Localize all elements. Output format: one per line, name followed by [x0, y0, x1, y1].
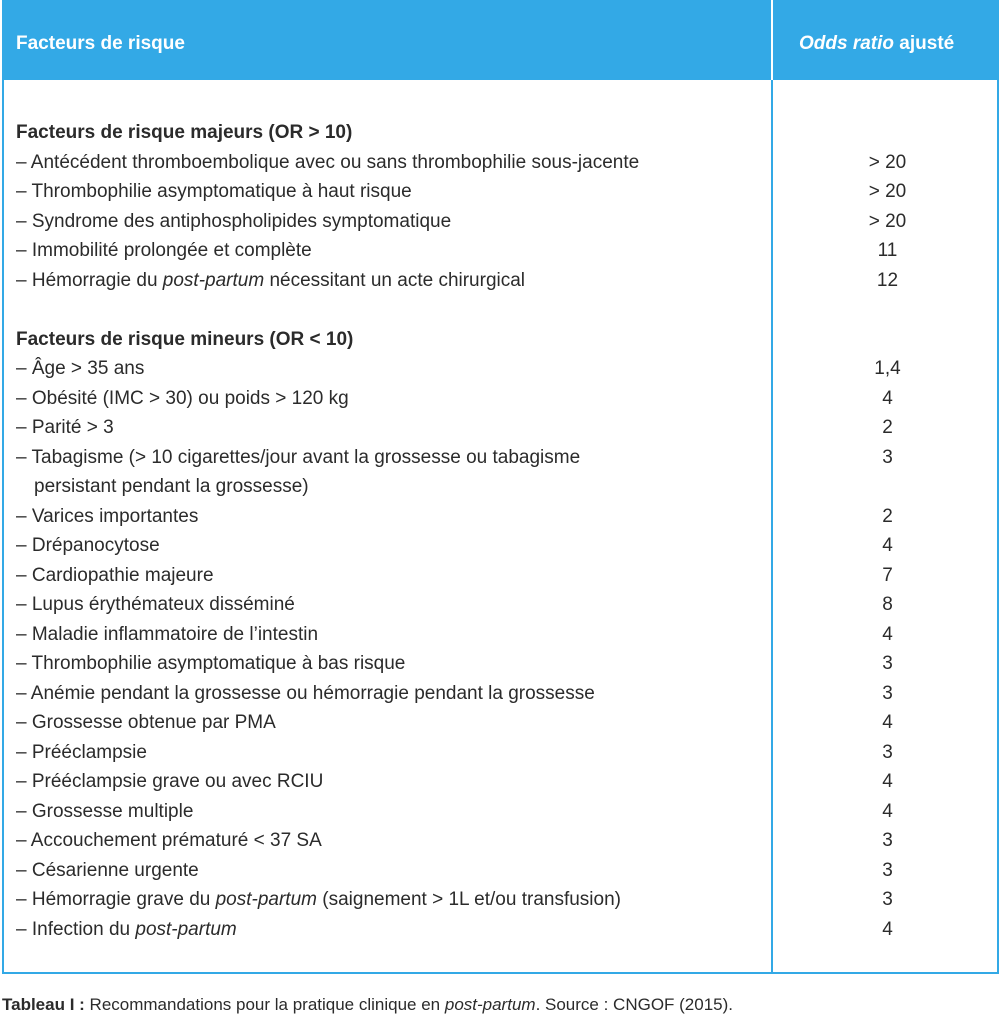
odds-ratio-value: 4: [882, 800, 893, 822]
table-row: [4, 649, 999, 679]
odds-ratio-value: 3: [882, 741, 893, 763]
odds-ratio-value: > 20: [868, 151, 907, 173]
header-odds-ratio: [799, 33, 954, 55]
odds-ratio-value: 4: [882, 623, 893, 645]
risk-factor-text: – Immobilité prolongée et complète: [16, 240, 312, 261]
risk-factor-label: [16, 266, 525, 296]
risk-factor-label: [16, 649, 405, 679]
risk-factor-text: – Thrombophilie asymptomatique à haut risque: [16, 181, 412, 202]
risk-factor-text: – Syndrome des antiphospholipides symptomatique: [16, 210, 452, 232]
table-row: [4, 472, 999, 502]
risk-factor-label: [16, 148, 639, 178]
section-heading: [4, 118, 999, 148]
risk-factor-label: [16, 856, 199, 886]
odds-ratio-value: 8: [882, 594, 893, 615]
risk-factor-label: [16, 797, 193, 827]
caption-italic: post-partum: [444, 995, 536, 1014]
risk-factor-label: [16, 915, 237, 945]
risk-factor-text: – Grossesse multiple: [16, 800, 194, 822]
table-row: [4, 738, 999, 768]
odds-ratio-value: 3: [882, 859, 893, 881]
risk-factor-text: – Parité > 3: [16, 417, 114, 438]
risk-factor-text: – Grossesse obtenue par PMA: [16, 712, 276, 733]
risk-factor-text: – Drépanocytose: [16, 535, 160, 556]
risk-factor-text: – Âge > 35 ans: [16, 358, 145, 379]
risk-factor-label: [16, 767, 323, 797]
risk-factor-text: – Varices importantes: [16, 505, 199, 527]
odds-ratio-value: 12: [876, 269, 899, 291]
table-row: [4, 826, 999, 856]
risk-factor-label: [16, 207, 451, 237]
table-row: [4, 679, 999, 709]
table-row: [4, 354, 999, 384]
table-row: [4, 384, 999, 414]
risk-factor-text: – Anémie pendant la grossesse ou hémorragie pendant la grossesse: [16, 682, 595, 704]
caption-label: Tableau I :: [2, 995, 85, 1014]
risk-factor-text: – Hémorragie grave du: [16, 889, 216, 910]
risk-factor-text: – Prééclampsie: [16, 741, 147, 763]
risk-factor-text: – Tabagisme (> 10 cigarettes/jour avant la grossesse ou tabagisme: [16, 446, 581, 468]
caption-text: Recommandations pour la pratique clinique en: [84, 995, 445, 1014]
risk-factor-text: – Maladie inflammatoire de l’intestin: [16, 623, 319, 645]
risk-factor-label: [16, 590, 295, 620]
table-row: [4, 620, 999, 650]
odds-ratio-value: > 20: [868, 210, 907, 232]
odds-ratio-value: 2: [882, 505, 893, 527]
header-risk-factors: Facteurs de risque: [16, 33, 185, 54]
risk-factor-text: – Hémorragie du: [16, 269, 163, 291]
odds-ratio-value: 3: [882, 889, 893, 910]
risk-factor-label: [16, 443, 580, 473]
risk-factor-label: [34, 472, 309, 502]
table-row: [4, 915, 999, 945]
odds-ratio-value: 4: [882, 771, 893, 792]
table-row: [4, 148, 999, 178]
table-row: [4, 207, 999, 237]
risk-factor-label: [16, 354, 144, 384]
odds-ratio-value: 7: [882, 564, 893, 586]
table-caption: [2, 995, 733, 1015]
table-body: [4, 118, 999, 944]
risk-factor-text-end: (saignement > 1L et/ou transfusion): [316, 889, 621, 910]
caption-source: . Source : CNGOF (2015).: [535, 995, 734, 1014]
risk-factor-text: – Thrombophilie asymptomatique à bas risque: [16, 653, 406, 674]
risk-factor-text-end: nécessitant un acte chirurgical: [264, 269, 526, 291]
odds-ratio-value: 2: [882, 417, 893, 438]
table-row: [4, 708, 999, 738]
odds-ratio-value: 3: [882, 830, 893, 851]
table-header: [4, 0, 999, 80]
table-row: [4, 236, 999, 266]
table-row: [4, 885, 999, 915]
table-row: [4, 266, 999, 296]
risk-factor-label: [16, 502, 198, 532]
risk-factor-label: [16, 561, 214, 591]
section-title: Facteurs de risque majeurs (OR > 10): [16, 122, 353, 143]
odds-ratio-value: 4: [882, 535, 893, 556]
risk-factor-label: [16, 738, 147, 768]
table-row: [4, 767, 999, 797]
risk-factor-text: – Lupus érythémateux disséminé: [16, 594, 295, 615]
risk-factor-text: – Cardiopathie majeure: [16, 564, 214, 586]
risk-factor-label: [16, 413, 114, 443]
table-row: [4, 177, 999, 207]
risk-factor-label: [16, 826, 322, 856]
table-row: [4, 502, 999, 532]
risk-factors-table: [2, 0, 999, 974]
risk-factor-text: persistant pendant la grossesse): [34, 476, 309, 497]
odds-ratio-value: 4: [882, 918, 893, 940]
risk-factor-label: [16, 679, 595, 709]
risk-factor-text: – Obésité (IMC > 30) ou poids > 120 kg: [16, 387, 349, 409]
section-spacer: [4, 295, 999, 325]
risk-factor-label: [16, 236, 312, 266]
table-row: [4, 797, 999, 827]
odds-ratio-value: 4: [882, 387, 893, 409]
risk-factor-italic: post-partum: [162, 269, 265, 291]
risk-factor-text: – Césarienne urgente: [16, 859, 199, 881]
header-divider: [771, 0, 773, 80]
risk-factor-text: – Infection du: [16, 918, 136, 940]
table-row: [4, 443, 999, 473]
risk-factor-text: – Antécédent thromboembolique avec ou sans thrombophilie sous-jacente: [16, 151, 640, 173]
odds-ratio-value: 4: [882, 712, 893, 733]
risk-factor-italic: post-partum: [135, 918, 237, 940]
risk-factor-text: – Prééclampsie grave ou avec RCIU: [16, 771, 324, 792]
odds-ratio-value: 3: [882, 446, 893, 468]
odds-ratio-value: > 20: [868, 181, 907, 202]
odds-ratio-value: 1,4: [874, 358, 901, 379]
risk-factor-label: [16, 620, 318, 650]
risk-factor-label: [16, 885, 621, 915]
table-row: [4, 856, 999, 886]
table-row: [4, 531, 999, 561]
risk-factor-label: [16, 708, 276, 738]
header-odds-ratio-italic: Odds ratio: [799, 33, 895, 54]
risk-factor-italic: post-partum: [215, 889, 317, 910]
table-row: [4, 561, 999, 591]
section-title: Facteurs de risque mineurs (OR < 10): [16, 328, 354, 350]
risk-factor-label: [16, 384, 349, 414]
section-heading: [4, 325, 999, 355]
risk-factor-label: [16, 531, 160, 561]
odds-ratio-value: 3: [882, 653, 893, 674]
odds-ratio-value: 3: [882, 682, 893, 704]
risk-factor-text: – Accouchement prématuré < 37 SA: [16, 830, 322, 851]
table-row: [4, 413, 999, 443]
header-odds-ratio-rest: ajusté: [894, 33, 955, 54]
table-row: [4, 590, 999, 620]
risk-factor-label: [16, 177, 412, 207]
odds-ratio-value: 11: [877, 240, 898, 261]
